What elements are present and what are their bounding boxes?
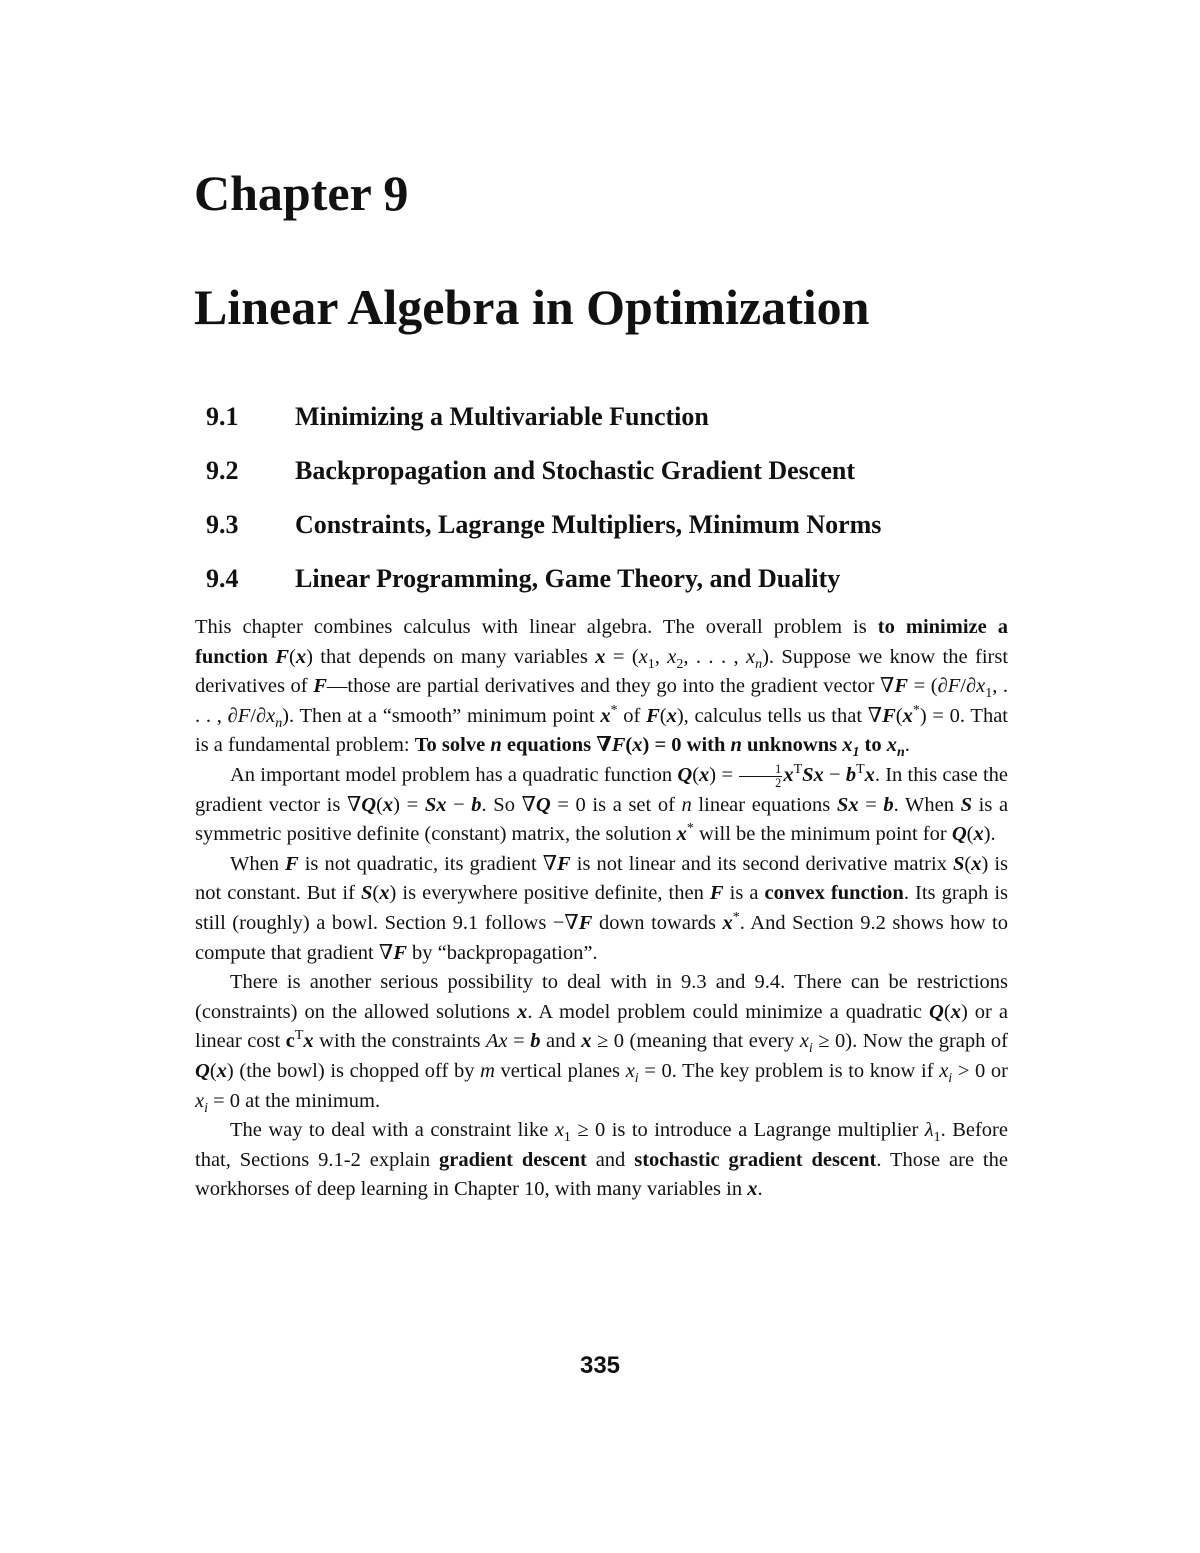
text-run: ) or a linear cost (195, 1000, 1008, 1053)
math-symbol: F (611, 734, 626, 757)
superscript: * (610, 702, 618, 718)
subscript: i (634, 1071, 639, 1086)
math-symbol: x (971, 852, 982, 875)
text-run: ) = (393, 793, 425, 816)
math-symbol: b (883, 793, 894, 816)
math-symbol: x (976, 675, 986, 698)
fraction-denominator: 2 (775, 775, 782, 790)
text-run: is not quadratic, its gradient ∇ (298, 852, 558, 875)
chapter-title: Linear Algebra in Optimization (194, 279, 870, 335)
math-symbol: x (625, 1059, 635, 1082)
math-symbol: S (953, 852, 965, 875)
section-title: Minimizing a Multivariable Function (295, 402, 709, 431)
math-symbol: Q (929, 1000, 944, 1023)
math-symbol: Sx (802, 763, 824, 786)
math-symbol: b (471, 793, 482, 816)
paragraph-5 (195, 1116, 1008, 1205)
text-run: ) = 0. That is a fundamental problem: (195, 704, 1008, 757)
math-symbol: x (722, 911, 733, 934)
text-run: ≥ 0). Now the graph of (812, 1030, 1009, 1053)
fraction (739, 763, 782, 789)
math-symbol: Q (535, 793, 551, 816)
math-symbol: Q (677, 763, 693, 786)
text-run: ( (372, 882, 380, 905)
math-symbol: Q (361, 793, 377, 816)
text-run: ( (209, 1059, 217, 1082)
math-symbol: x (783, 763, 794, 786)
math-symbol: n (490, 734, 502, 757)
bold-text: gradient descent (438, 1148, 587, 1171)
bold-text: To solve (414, 734, 491, 757)
math-symbol: x (747, 1178, 758, 1201)
math-symbol: x (554, 1119, 564, 1142)
superscript: T (294, 1028, 304, 1044)
math-symbol: Ax (486, 1030, 508, 1053)
text-run: . (757, 1178, 763, 1201)
text-run: ) is everywhere positive definite, then (389, 882, 710, 905)
paragraph-3 (195, 850, 1008, 968)
math-symbol: b (845, 763, 857, 786)
bold-text: to (859, 734, 887, 757)
text-run: = ( (605, 645, 639, 668)
text-run: , . . . , (683, 645, 746, 668)
text-run: ≥ 0 (meaning that every (591, 1030, 800, 1053)
math-symbol: x (902, 704, 913, 727)
math-symbol: x (595, 645, 606, 668)
text-run: ≥ 0 is to introduce a Lagrange multiplier (570, 1119, 925, 1142)
math-symbol: x (939, 1059, 949, 1082)
page-number: 335 (579, 1352, 621, 1379)
math-symbol: x (581, 1030, 592, 1053)
chapter-label: Chapter 9 (194, 165, 409, 221)
math-symbol: x (676, 823, 687, 846)
subscript: n (755, 656, 763, 672)
text-run: When (230, 852, 285, 875)
bold-text: stochastic gradient descent (634, 1148, 877, 1171)
math-symbol: F (393, 941, 407, 964)
section-title: Backpropagation and Stochastic Gradient Descent (295, 456, 855, 485)
text-run: ). Suppose we know the first derivatives of (195, 645, 1009, 698)
section-number: 9.2 (206, 456, 239, 485)
text-run: ) (the bowl) is chopped off by (226, 1059, 481, 1082)
text-run: = 0 is a set of (550, 793, 682, 816)
bold-text: convex function (764, 882, 904, 905)
subscript: 1 (852, 745, 860, 761)
section-title: Constraints, Lagrange Multipliers, Minimum Norms (295, 510, 882, 539)
text-run: ), calculus tells us that ∇ (676, 704, 883, 727)
subscript: n (897, 745, 905, 761)
text-run: ). (983, 823, 996, 846)
math-symbol: x (799, 1030, 809, 1053)
text-run: and (540, 1030, 582, 1053)
text-run: − (823, 763, 846, 786)
math-symbol: F (557, 852, 571, 875)
math-symbol: n (681, 793, 692, 816)
math-symbol: x (632, 734, 643, 757)
text-run: of (617, 704, 647, 727)
text-run: ) that depends on many variables (306, 645, 596, 668)
text-run: linear equations (691, 793, 837, 816)
math-symbol: F (646, 704, 660, 727)
text-run: An important model problem has a quadratic function (230, 763, 678, 786)
text-run: ). Then at a “smooth” minimum point (282, 704, 601, 727)
text-run: ( (289, 645, 296, 668)
math-symbol: b (530, 1030, 541, 1053)
text-run: . And Section 9.2 shows how to compute that gradient ∇ (195, 911, 1008, 964)
text-run: . So ∇ (481, 793, 536, 816)
math-symbol: F (709, 882, 724, 905)
text-run: /∂ (250, 704, 267, 727)
math-symbol: S (361, 882, 373, 905)
text-run: . When (893, 793, 961, 816)
section-title: Linear Programming, Game Theory, and Duality (295, 564, 841, 593)
text-run: down towards (592, 911, 723, 934)
text-run: This chapter combines calculus with linear algebra. The overall problem is (195, 616, 878, 638)
superscript: T (856, 762, 865, 778)
text-run: with the constraints (313, 1030, 487, 1053)
math-symbol: Q (951, 823, 967, 846)
text-run: = (∂ (908, 675, 948, 698)
bold-text: ( (625, 734, 633, 757)
text-run: will be the minimum point for (693, 823, 952, 846)
math-symbol: Sx (836, 793, 859, 816)
math-symbol: x (295, 645, 307, 668)
text-run: = (858, 793, 884, 816)
section-list (206, 390, 1006, 606)
math-symbol: x (382, 793, 394, 816)
math-symbol: x (973, 823, 984, 846)
text-run: . Its graph is still (roughly) a bowl. Section 9.1 follows −∇ (195, 882, 1008, 934)
math-symbol: m (480, 1059, 495, 1082)
math-symbol: x (864, 763, 875, 786)
text-run: ( (943, 1000, 951, 1023)
math-symbol: λ (924, 1119, 934, 1142)
fraction-numerator: 1 (739, 763, 782, 776)
math-symbol: x (666, 704, 677, 727)
math-symbol: F (947, 675, 961, 698)
text-run: > 0 or (952, 1059, 1008, 1082)
math-symbol: F (882, 704, 896, 727)
text-run: ( (692, 763, 700, 786)
text-run: /∂ (960, 675, 977, 698)
text-run: is a (723, 882, 765, 905)
text-run: , (654, 645, 668, 668)
superscript: * (912, 702, 920, 718)
text-run: and (586, 1148, 635, 1171)
math-symbol: F (894, 675, 909, 698)
section-entry (206, 390, 1006, 444)
math-symbol: x (266, 704, 276, 727)
section-number: 9.4 (206, 564, 239, 593)
text-run: . Those are the workhorses of deep learning in Chapter 10, with many variables in (195, 1148, 1008, 1201)
math-symbol: x (303, 1030, 314, 1053)
math-symbol: n (730, 734, 742, 757)
text-run: is not linear and its second derivative matrix (570, 852, 953, 875)
math-symbol: x (195, 1089, 205, 1112)
chapter-introduction (195, 613, 1008, 1205)
text-run: There is another serious possibility to deal with in 9.3 and 9.4. There can be restrictions (constraints) on the allowed solutions (195, 971, 1008, 1023)
section-entry (206, 444, 1006, 498)
section-entry (206, 498, 1006, 552)
text-run: . (904, 734, 910, 757)
subscript: i (948, 1071, 953, 1086)
superscript: * (686, 821, 694, 837)
math-symbol: x (699, 763, 710, 786)
math-symbol: F (237, 704, 251, 727)
text-run: ( (895, 704, 903, 727)
math-symbol: x (950, 1000, 961, 1023)
text-run: by “backpropagation”. (406, 941, 598, 964)
text-run: = 0 at the minimum. (207, 1089, 381, 1112)
math-symbol: c (285, 1030, 295, 1053)
subscript: n (275, 715, 283, 731)
math-symbol: F (275, 645, 289, 668)
text-run: ) is not constant. But if (195, 852, 1009, 905)
text-run: ) = (709, 763, 739, 786)
math-symbol: x (746, 645, 756, 668)
bold-text: ) = 0 with (642, 734, 731, 757)
text-run: , . . . , ∂ (195, 675, 1009, 727)
math-symbol: x (379, 882, 390, 905)
text-run: − (446, 793, 472, 816)
subscript: 1 (563, 1130, 571, 1146)
subscript: 1 (985, 686, 993, 702)
bold-text: equations ∇ (501, 734, 612, 757)
paragraph-2 (195, 761, 1008, 850)
math-symbol: x (517, 1000, 528, 1023)
math-symbol: Sx (424, 793, 447, 816)
text-run: . A model problem could minimize a quadratic (527, 1000, 930, 1023)
superscript: * (732, 910, 740, 926)
subscript: i (808, 1041, 813, 1057)
text-run: ( (659, 704, 667, 727)
section-entry (206, 552, 1006, 606)
text-run: ( (376, 793, 383, 816)
bold-text: to minimize a function (195, 616, 1008, 668)
text-run: The way to deal with a constraint like (230, 1119, 555, 1142)
math-symbol: S (960, 793, 973, 816)
section-number: 9.3 (206, 510, 239, 539)
math-symbol: x (638, 645, 648, 668)
math-symbol: x (600, 704, 611, 727)
math-symbol: F (578, 911, 593, 934)
text-run: . In this case the gradient vector is ∇ (195, 763, 1009, 816)
text-run: ( (966, 823, 974, 846)
text-run: = (507, 1030, 531, 1053)
math-symbol: x (216, 1059, 227, 1082)
superscript: T (793, 762, 803, 778)
text-run: —those are partial derivatives and they go into the gradient vector ∇ (326, 675, 895, 698)
subscript: i (204, 1100, 208, 1116)
text-run: = 0. The key problem is to know if (638, 1059, 940, 1082)
text-run: is a symmetric positive definite (constant) matrix, the solution (195, 793, 1009, 846)
math-symbol: F (285, 852, 299, 875)
math-symbol: x (886, 734, 897, 757)
math-symbol: x (842, 734, 853, 757)
text-run: ( (964, 852, 972, 875)
section-number: 9.1 (206, 402, 239, 431)
math-symbol: x (667, 645, 677, 668)
math-symbol: F (313, 675, 327, 698)
math-symbol: Q (195, 1059, 210, 1082)
subscript: 2 (676, 656, 684, 672)
text-run: . Before that, Sections 9.1-2 explain (195, 1119, 1008, 1171)
paragraph-4 (195, 968, 1008, 1116)
text-run: vertical planes (494, 1059, 626, 1082)
paragraph-1 (195, 613, 1008, 761)
bold-text: unknowns (741, 734, 843, 757)
subscript: 1 (933, 1130, 941, 1146)
subscript: 1 (647, 656, 655, 672)
